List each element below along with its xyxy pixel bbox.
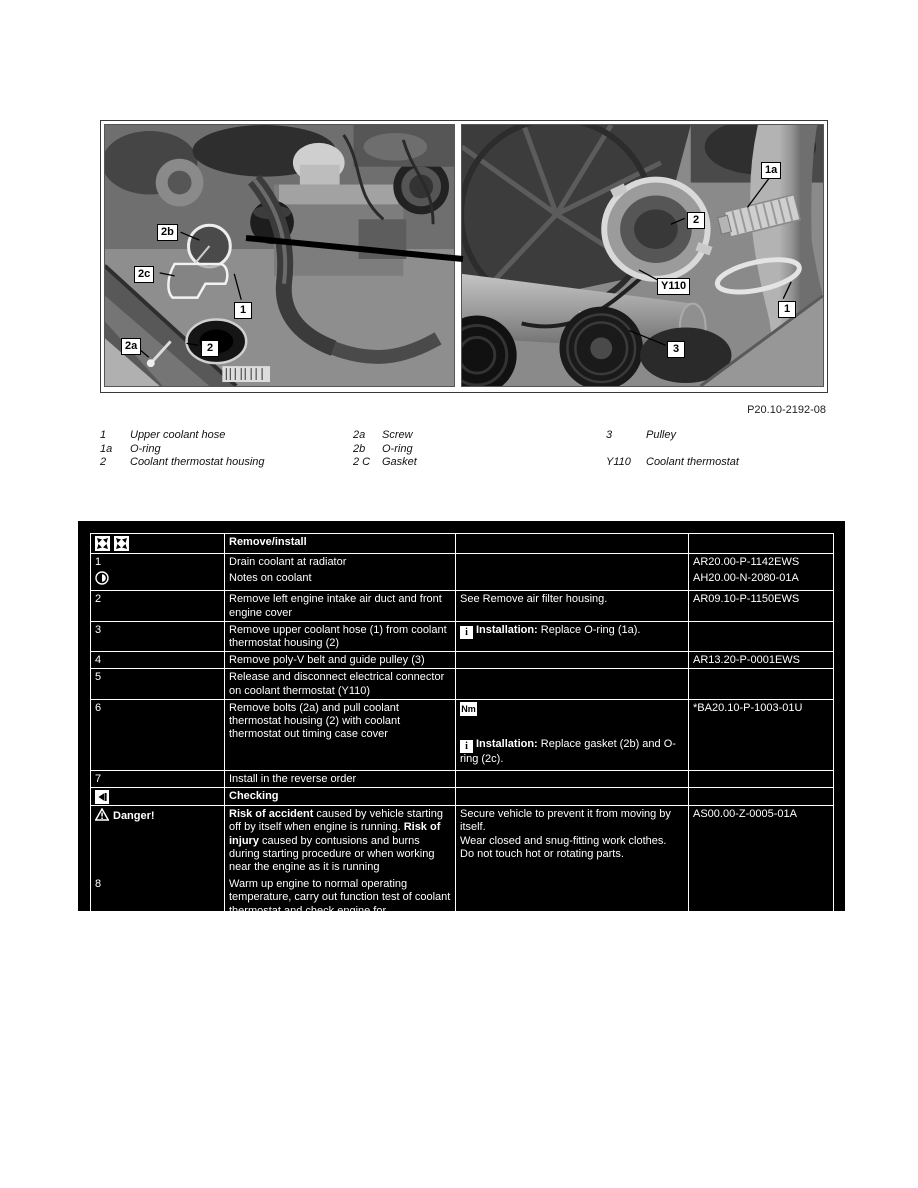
legend-ref: 2b [353, 442, 366, 455]
step-cell [91, 652, 225, 669]
legend-ref: 2 C [353, 456, 371, 469]
code-cell [689, 652, 834, 669]
legend-ref: Y110 [606, 456, 631, 469]
legend-column-1 [100, 429, 265, 470]
empty-cell [456, 554, 689, 591]
step-number: 8 [95, 878, 102, 891]
step-cell [91, 770, 225, 787]
legend-label: O-ring [382, 442, 413, 455]
section-icon-cell [91, 788, 225, 806]
safety-note: Secure vehicle to prevent it from moving by itself. [460, 808, 671, 834]
empty-cell [456, 534, 689, 554]
procedure-text: Install in the reverse order [229, 772, 357, 785]
legend-label: Coolant thermostat housing [130, 456, 265, 469]
model-applicability-icon [95, 536, 110, 551]
model-applicability-icon [114, 536, 129, 551]
info-icon: i [460, 626, 473, 639]
legend-item [606, 456, 739, 470]
empty-cell [689, 669, 834, 699]
legend-item [606, 429, 739, 443]
table-header-row [91, 534, 834, 554]
empty-cell [456, 669, 689, 699]
legend-label: Coolant thermostat [646, 456, 739, 469]
legend-item [100, 456, 265, 470]
step-number: 2 [95, 593, 102, 606]
legend-item [353, 443, 417, 457]
table-row-danger-and-step-8 [91, 806, 834, 933]
step-8-text: Warm up engine to normal operating temperature, carry out function test of coolant thermostat and check engine for leaktightness [229, 878, 451, 930]
step-number: 7 [95, 772, 102, 785]
procedure-table [90, 533, 834, 933]
note-cell [456, 621, 689, 651]
step-cell [91, 621, 225, 651]
figure-engine-photos [100, 120, 828, 393]
table-row-checking-section [91, 788, 834, 806]
procedure-text: Notes on coolant [229, 572, 312, 585]
empty-cell [456, 770, 689, 787]
note-cell [456, 591, 689, 621]
procedure-cell [225, 652, 456, 669]
risk-text: caused by contusions and burns during starting procedure or when working near the engine as it is running [229, 834, 435, 873]
table-row-step-2 [91, 591, 834, 621]
document-code: *BA20.10-P-1003-01U [693, 701, 803, 714]
section-title: Checking [225, 788, 456, 806]
callout-3: 3 [667, 341, 685, 358]
document-code: AS00.00-Z-0005-01A [693, 808, 797, 821]
procedure-cell [225, 554, 456, 591]
procedure-text: Drain coolant at radiator [229, 556, 347, 568]
code-cell [689, 699, 834, 770]
callout-2c: 2c [134, 266, 154, 283]
callout-2b: 2b [157, 224, 178, 241]
step-cell [91, 699, 225, 770]
document-code: AR13.20-P-0001EWS [693, 654, 800, 667]
empty-cell [689, 534, 834, 554]
empty-cell [689, 621, 834, 651]
installation-label: Installation: [476, 738, 538, 751]
danger-label: Danger! [95, 808, 220, 878]
procedure-cell [225, 770, 456, 787]
safety-note: Wear closed and snug-fitting work clothes. [460, 834, 667, 847]
legend-ref: 2a [353, 429, 366, 441]
installation-note [460, 738, 684, 766]
legend-label: Screw [382, 429, 413, 441]
risk-bold: Risk of injury [229, 821, 441, 847]
legend-label: Upper coolant hose [130, 429, 226, 441]
figure-reference-code: P20.10-2192-08 [747, 404, 826, 416]
legend-item [353, 456, 417, 470]
legend-item [100, 443, 265, 457]
step-number: 6 [95, 701, 102, 714]
table-row-step-4 [91, 652, 834, 669]
code-cell [689, 591, 834, 621]
risk-bold: Risk of accident [229, 808, 314, 821]
callout-1: 1 [778, 301, 796, 318]
danger-text [229, 808, 451, 878]
installation-text: Replace O-ring (1a). [540, 623, 641, 636]
table-row-step-1 [91, 554, 834, 591]
empty-cell [689, 770, 834, 787]
legend-label: Gasket [382, 456, 417, 469]
callout-1a: 1a [761, 162, 781, 179]
legend-column-2 [353, 429, 417, 470]
safety-note: Do not touch hot or rotating parts. [460, 847, 624, 860]
procedure-text: Remove left engine intake air duct and front engine cover [229, 593, 442, 619]
callout-2: 2 [201, 340, 219, 357]
empty-cell [689, 788, 834, 806]
engine-bay-illustration-left [105, 125, 454, 386]
callout-2a: 2a [121, 338, 141, 355]
torque-nm-icon: Nm [461, 703, 476, 714]
table-row-step-7 [91, 770, 834, 787]
step-number: 1 [95, 556, 102, 568]
installation-text: Replace gasket (2b) and O-ring (2c). [460, 738, 676, 766]
coolant-note-icon [95, 571, 109, 589]
danger-procedure-cell [225, 806, 456, 933]
table-row-step-5 [91, 669, 834, 699]
model-icons-cell [91, 534, 225, 554]
installation-label: Installation: [476, 623, 538, 636]
document-code: AH20.00-N-2080-01A [693, 572, 799, 585]
step-cell [91, 554, 225, 591]
legend-item [606, 443, 739, 457]
callout-y110: Y110 [657, 278, 690, 295]
procedure-table-block [78, 521, 845, 930]
document-code: AR09.10-P-1150EWS [693, 593, 800, 606]
engine-bay-photo-right [461, 124, 824, 387]
step-cell [91, 669, 225, 699]
legend-ref: 2 [100, 456, 107, 469]
table-row-step-6 [91, 699, 834, 770]
procedure-cell [225, 591, 456, 621]
legend-ref: 1a [100, 442, 113, 455]
procedure-text: Remove bolts (2a) and pull coolant thermostat housing (2) with coolant thermostat out timing case cover [229, 701, 401, 741]
procedure-text: Remove upper coolant hose (1) from coolant thermostat housing (2) [229, 623, 447, 650]
procedure-text: Release and disconnect electrical connector on coolant thermostat (Y110) [229, 671, 445, 697]
note-cell [456, 699, 689, 770]
step-cell [91, 591, 225, 621]
legend-item [353, 429, 417, 443]
empty-cell [456, 788, 689, 806]
legend-ref: 1 [100, 429, 107, 441]
installation-note [460, 624, 684, 639]
danger-step-cell [91, 806, 225, 933]
step-number: 3 [95, 623, 102, 636]
procedure-cell [225, 621, 456, 651]
danger-triangle-icon [95, 807, 109, 822]
code-cell [689, 806, 834, 933]
document-code: AR20.00-P-1142EWS [693, 556, 800, 568]
danger-note-cell [456, 806, 689, 933]
procedure-cell [225, 699, 456, 770]
info-icon: i [460, 740, 473, 753]
legend-label: O-ring [130, 442, 161, 455]
step-number: 4 [95, 654, 102, 667]
code-cell [689, 554, 834, 591]
table-row-step-3 [91, 621, 834, 651]
legend-label: Pulley [646, 429, 676, 441]
checking-arrow-icon [95, 790, 109, 804]
figure-legend [100, 429, 830, 473]
empty-cell [456, 652, 689, 669]
procedure-text: Remove poly-V belt and guide pulley (3) [229, 654, 425, 667]
callout-1: 1 [234, 302, 252, 319]
risk-text: caused by vehicle starting off by itself when engine is running. [229, 808, 443, 834]
step-number: 5 [95, 671, 102, 684]
legend-item [100, 429, 265, 443]
legend-ref: 3 [606, 429, 613, 441]
procedure-cell [225, 669, 456, 699]
callout-2: 2 [687, 212, 705, 229]
legend-column-3 [606, 429, 739, 470]
table-title: Remove/install [225, 534, 456, 554]
engine-bay-photo-left [104, 124, 455, 387]
note-text: See Remove air filter housing. [460, 593, 608, 606]
